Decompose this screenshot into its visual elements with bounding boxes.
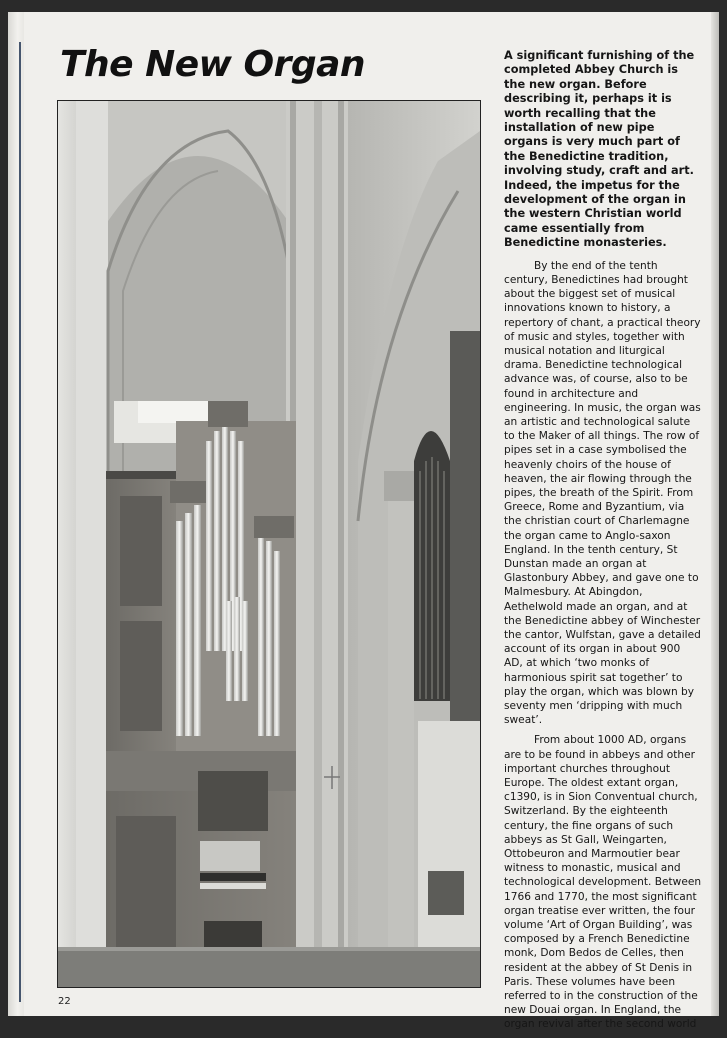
page-binding <box>8 12 24 1016</box>
organ-photograph <box>57 100 481 988</box>
body-paragraph: From about 1000 AD, organs are to be found in abbeys and other important churches throughout Europe. The oldest extant organ, c1390, is in Sion Conventual church, Switzerland. By the eighteenth century, the fine organs of such abbeys as St Gall, Weingarten, Ottobeuron and Marmoutier bear witness to monastic, musical and technological development. Between 1766 and 1770, the most significant organ treatise ever written, the four volume ‘Art of Organ Building’, was composed by a French Benedictine monk, Dom Bedos de Celles, then resident at the abbey of St Denis in Paris. These volumes have been referred to in the construction of the new Douai organ. In England, the organ revival after the second world <box>504 734 702 1031</box>
binding-rule <box>19 42 21 1002</box>
article-title: The New Organ <box>60 44 366 85</box>
body-paragraph: By the end of the tenth century, Benedictines had brought about the biggest set of musical innovations known to history, a repertory of chant, a practical theory of music and styles, together with musical notation and liturgical drama. Benedictine technological advance was, of course, also to be found in architecture and engineering. In music, the organ was an artistic and technological salute to the Maker of all things. The row of pipes set in a case symbolised the heavenly choirs of the house of heaven, the air flowing through the pipes, the breath of the Spirit. From Greece, Rome and Byzantium, via the christian court of Charlemagne the organ came to Anglo-saxon England. In the tenth century, St Dunstan made an organ at Glastonbury Abbey, and gave one to Malmesbury. At Abingdon, Aethelwold made an organ, and at the Benedictine abbey of Winchester the cantor, Wulfstan, gave a detailed account of its organ in about 900 AD, at which ‘two monks of harmonious spirit sat together’ to play the organ, which was blown by seventy men ‘dripping with much sweat’. <box>504 259 701 727</box>
magazine-page <box>8 12 719 1031</box>
page-edge <box>711 12 719 1016</box>
organ-photo-illustration <box>58 101 480 987</box>
article-text-column <box>504 49 702 1038</box>
page-number: 22 <box>58 996 71 1007</box>
lead-paragraph: A significant furnishing of the completed Abbey Church is the new organ. Before describing it, perhaps it is worth recalling that the installation of new pipe organs is very much part of the Benedictine tradition, involving study, craft and art. Indeed, the impetus for the development of the organ in the western Christian world came essentially from Benedictine monasteries. <box>504 49 695 250</box>
